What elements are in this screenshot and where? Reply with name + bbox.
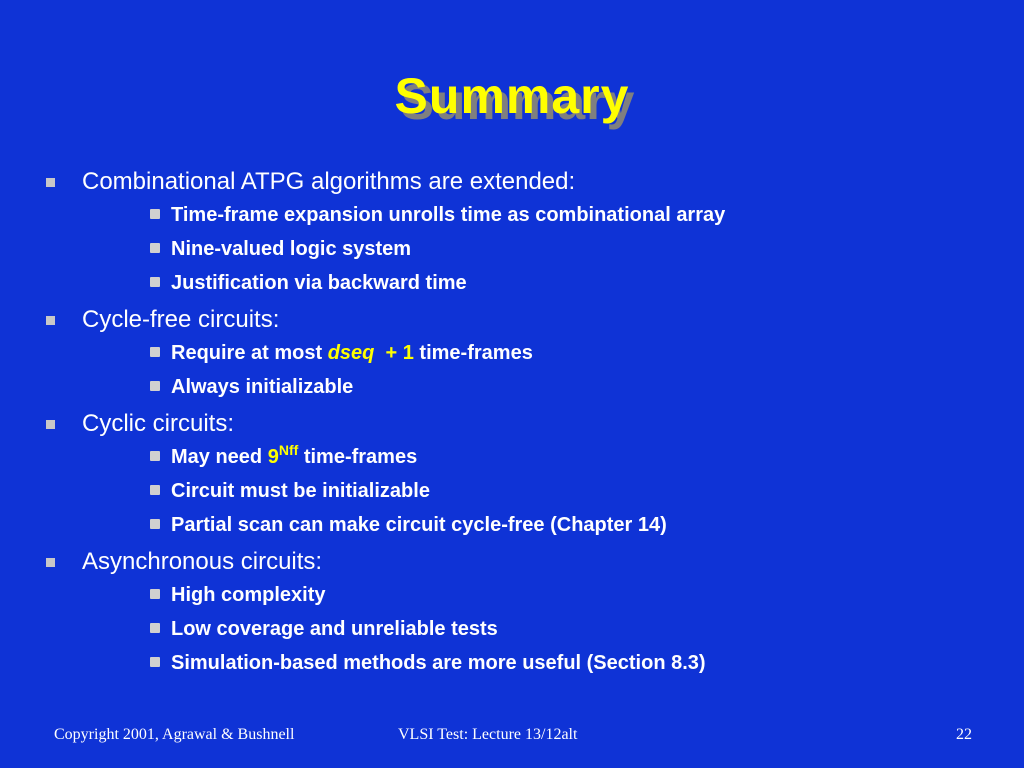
list-item: [0, 646, 1024, 680]
list-item: [0, 508, 1024, 542]
list-item: [0, 266, 1024, 300]
list-item-text: Low coverage and unreliable tests: [171, 618, 498, 640]
square-bullet-icon: [150, 519, 160, 529]
square-bullet-icon: [150, 347, 160, 357]
section-heading-asynchronous: [0, 546, 1024, 578]
square-bullet-icon: [150, 589, 160, 599]
plus-one-term: + 1: [385, 342, 414, 364]
list-item-text: Partial scan can make circuit cycle-free (Chapter 14): [171, 514, 667, 536]
square-bullet-icon: [46, 558, 55, 567]
section-heading-cycle-free: [0, 304, 1024, 336]
footer-page-number: 22: [956, 726, 972, 743]
square-bullet-icon: [150, 485, 160, 495]
square-bullet-icon: [46, 316, 55, 325]
footer-lecture: VLSI Test: Lecture 13/12alt: [398, 726, 578, 743]
square-bullet-icon: [150, 657, 160, 667]
list-item-suffix: time-frames: [298, 446, 418, 468]
square-bullet-icon: [150, 277, 160, 287]
list-item-text: High complexity: [171, 584, 326, 606]
section-heading-text: Cyclic circuits:: [82, 410, 235, 437]
list-item: [0, 370, 1024, 404]
list-item-text: Time-frame expansion unrolls time as combinational array: [171, 204, 726, 226]
section-heading-combinational: [0, 166, 1024, 198]
list-item-text: May need: [171, 446, 268, 468]
square-bullet-icon: [150, 243, 160, 253]
square-bullet-icon: [46, 420, 55, 429]
summary-list: [0, 166, 1024, 680]
square-bullet-icon: [46, 178, 55, 187]
section-heading-text: Asynchronous circuits:: [82, 548, 323, 575]
square-bullet-icon: [150, 623, 160, 633]
square-bullet-icon: [150, 209, 160, 219]
list-item-text: Require at most: [171, 342, 328, 364]
list-item-text: Nine-valued logic system: [171, 238, 412, 260]
list-item-text: Justification via backward time: [171, 272, 467, 294]
list-item: [0, 198, 1024, 232]
dseq-variable: dseq: [327, 342, 375, 364]
list-item: [0, 612, 1024, 646]
list-item: [0, 440, 1024, 474]
list-item-suffix: time-frames: [413, 342, 533, 364]
section-heading-text: Combinational ATPG algorithms are extended:: [82, 168, 576, 195]
slide-title: Summary: [394, 68, 630, 124]
power-base: 9: [267, 446, 279, 468]
list-item-text: Simulation-based methods are more useful (Section 8.3): [171, 652, 706, 674]
list-item: [0, 336, 1024, 370]
list-item-text: Circuit must be initializable: [171, 480, 430, 502]
list-item: [0, 232, 1024, 266]
list-item: [0, 578, 1024, 612]
list-item: [0, 474, 1024, 508]
power-exponent: Nff: [278, 442, 299, 458]
section-heading-text: Cycle-free circuits:: [82, 306, 280, 333]
section-heading-cyclic: [0, 408, 1024, 440]
list-item-text: Always initializable: [171, 376, 354, 398]
square-bullet-icon: [150, 381, 160, 391]
footer-copyright: Copyright 2001, Agrawal & Bushnell: [54, 726, 295, 743]
square-bullet-icon: [150, 451, 160, 461]
